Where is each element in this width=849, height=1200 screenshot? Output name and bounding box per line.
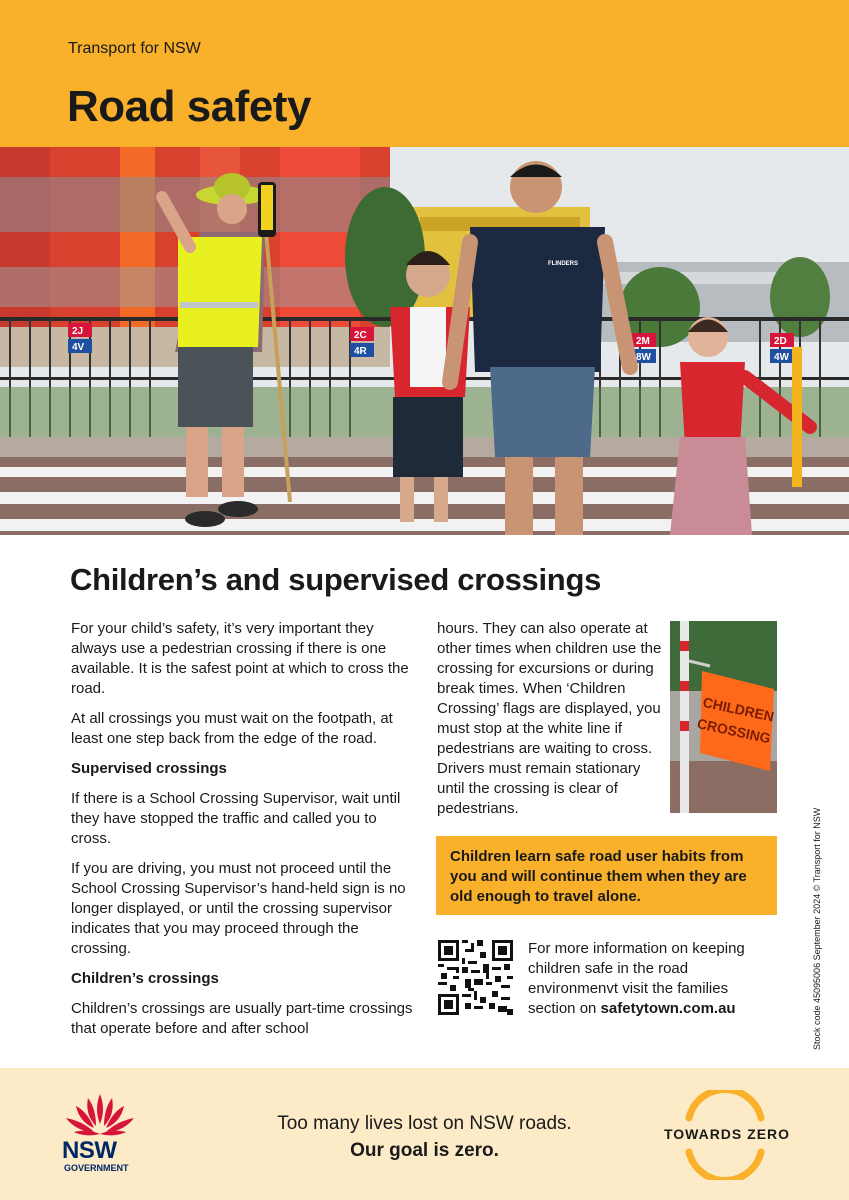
- tagline-line1: Too many lives lost on NSW roads.: [277, 1113, 572, 1134]
- paragraph: For your child’s safety, it’s very important they always use a pedestrian crossing if there is one available. It is the safest point at which to cross the road.: [71, 620, 409, 697]
- sign-label: 8W: [636, 352, 651, 363]
- qr-code[interactable]: [438, 940, 513, 1015]
- safetytown-link[interactable]: safetytown.com.au: [600, 1000, 736, 1017]
- more-info-text: [528, 939, 768, 1019]
- right-column: [437, 619, 662, 829]
- sign-label: 4V: [72, 342, 85, 353]
- shirt-logo: FLINDERS: [548, 261, 578, 267]
- org-name: Transport for NSW: [68, 40, 201, 57]
- flag-text: CROSSING: [695, 715, 773, 747]
- left-column: [71, 619, 416, 1049]
- sign-label: 2C: [354, 330, 367, 341]
- government-logo-text: GOVERNMENT: [64, 1163, 129, 1173]
- paragraph: At all crossings you must wait on the footpath, at least one step back from the edge of the road.: [71, 710, 393, 747]
- nsw-logo-text: NSW: [62, 1137, 117, 1164]
- flag-text: CHILDREN: [701, 693, 776, 725]
- article-heading: Children’s and supervised crossings: [70, 562, 602, 597]
- tagline-line2: Our goal is zero.: [350, 1140, 499, 1161]
- paragraph: hours. They can also operate at other times when children use the crossing for excursions or during break times. When ‘Children Crossing’ flags are displayed, you must stop at the white line if pedestrians are waiting to cross. Drivers must remain stationary until the crossing is clear of pedestrians.: [437, 620, 662, 817]
- more-info-body: For more information on keeping children safe in the road environmenvt visit the families section on: [528, 940, 745, 1017]
- paragraph: Children’s crossings are usually part-time crossings that operate before and after school: [71, 1000, 413, 1037]
- children-crossing-flag-photo: [670, 621, 777, 813]
- sign-label: 4R: [354, 346, 367, 357]
- paragraph: If you are driving, you must not proceed until the School Crossing Supervisor’s hand-held sign is no longer displayed, or until the crossing supervisor indicates that you may proceed through the crossing.: [71, 860, 406, 957]
- sign-label: 2D: [774, 336, 787, 347]
- stock-code: Stock code 45095006 September 2024 © Transport for NSW: [812, 807, 822, 1050]
- sign-label: 4W: [774, 352, 789, 363]
- towards-zero-text: TOWARDS ZERO: [663, 1126, 791, 1142]
- hero-photo: [0, 147, 849, 535]
- subheading-childrens: Children’s crossings: [71, 970, 219, 987]
- sign-label: 2J: [72, 326, 84, 337]
- paragraph: If there is a School Crossing Supervisor, wait until they have stopped the traffic and called you to cross.: [71, 790, 401, 847]
- page-title: Road safety: [67, 82, 311, 131]
- header-banner: [0, 0, 849, 147]
- subheading-supervised: Supervised crossings: [71, 760, 227, 777]
- sign-label: 2M: [636, 336, 650, 347]
- callout-box: Children learn safe road user habits from you and will continue them when they are old enough to travel alone.: [436, 836, 777, 915]
